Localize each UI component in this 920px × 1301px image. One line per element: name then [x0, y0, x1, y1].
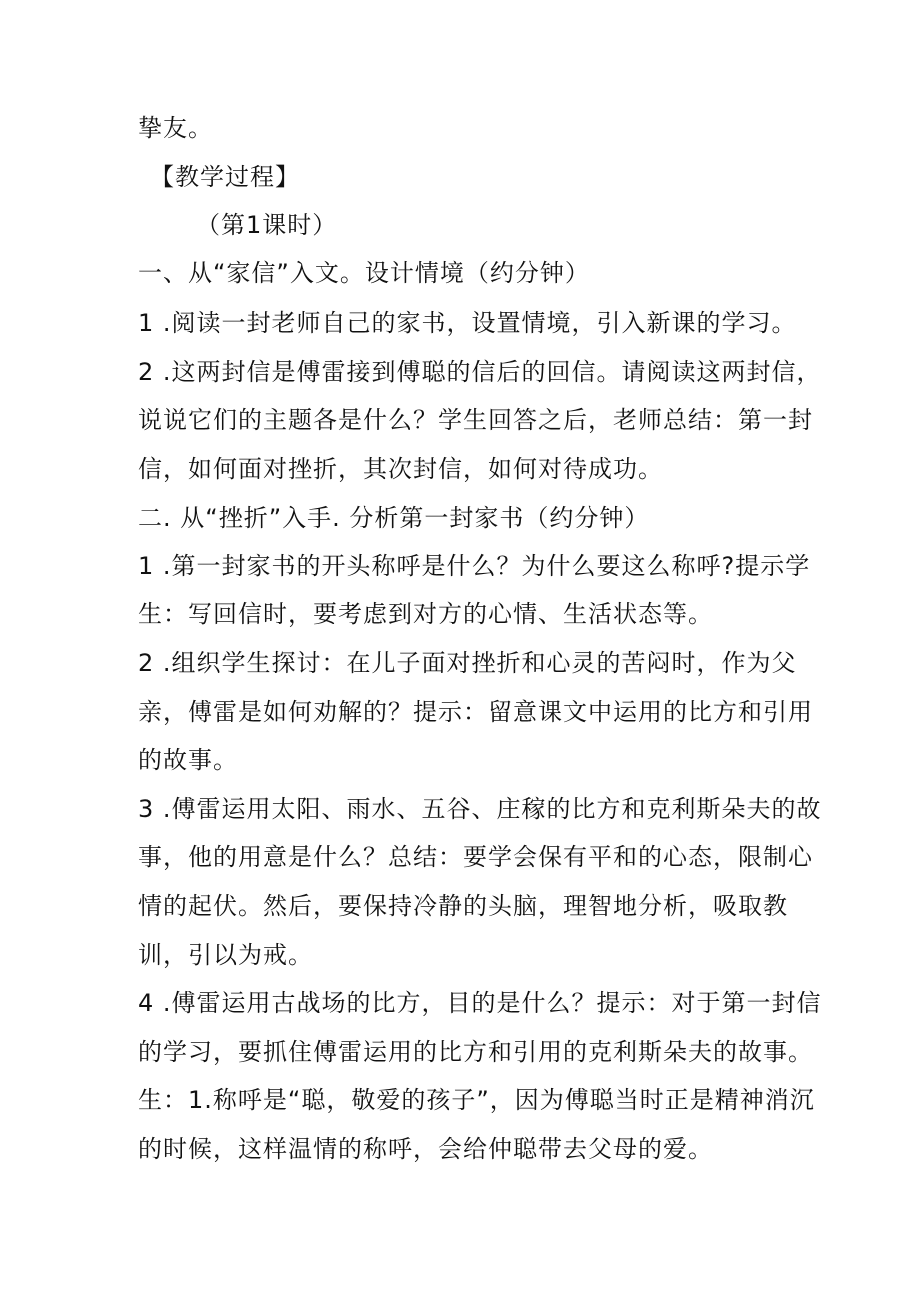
text-line: 信，如何面对挫折，其次封信，如何对待成功。 — [138, 455, 663, 483]
text-line: 说说它们的主题各是什么？学生回答之后，老师总结：第一封 — [138, 406, 813, 434]
text-line: 亲，傅雷是如何劝解的？提示：留意课文中运用的比方和引用 — [138, 698, 813, 726]
text-line: 生：写回信时，要考虑到对方的心情、生活状态等。 — [138, 600, 713, 628]
text-line: 挚友。 — [138, 114, 213, 142]
text-line: 训，引以为戒。 — [138, 941, 313, 969]
text-line: 2 .组织学生探讨：在儿子面对挫折和心灵的苦闷时，作为父 — [138, 649, 797, 677]
text-line: 情的起伏。然后，要保持冷静的头脑，理智地分析，吸取教 — [138, 892, 788, 920]
section-heading: 【教学过程】 — [150, 163, 300, 191]
text-line: 生：1.称呼是“聪，敬爱的孩子”，因为傅聪当时正是精神消沉 — [138, 1086, 815, 1114]
text-line: 2 .这两封信是傅雷接到傅聪的信后的回信。请阅读这两封信， — [138, 358, 822, 386]
text-line: 的学习，要抓住傅雷运用的比方和引用的克利斯朵夫的故事。 — [138, 1038, 813, 1066]
text-line: 事，他的用意是什么？总结：要学会保有平和的心态，限制心 — [138, 843, 813, 871]
text-line: 4 .傅雷运用古战场的比方，目的是什么？提示：对于第一封信 — [138, 989, 822, 1017]
lesson-period: （第1课时） — [196, 211, 338, 239]
text-line: 的时候，这样温情的称呼，会给仲聪带去父母的爱。 — [138, 1135, 713, 1163]
text-line: 1 .阅读一封老师自己的家书，设置情境，引入新课的学习。 — [138, 309, 797, 337]
section-title: 二. 从“挫折”入手. 分析第一封家书（约分钟） — [138, 504, 650, 532]
section-title: 一、从“家信”入文。设计情境（约分钟） — [138, 259, 590, 287]
text-line: 1 .第一封家书的开头称呼是什么？为什么要这么称呼?提示学 — [138, 552, 811, 580]
text-line: 的故事。 — [138, 746, 238, 774]
text-line: 3 .傅雷运用太阳、雨水、五谷、庄稼的比方和克利斯朵夫的故 — [138, 795, 822, 823]
